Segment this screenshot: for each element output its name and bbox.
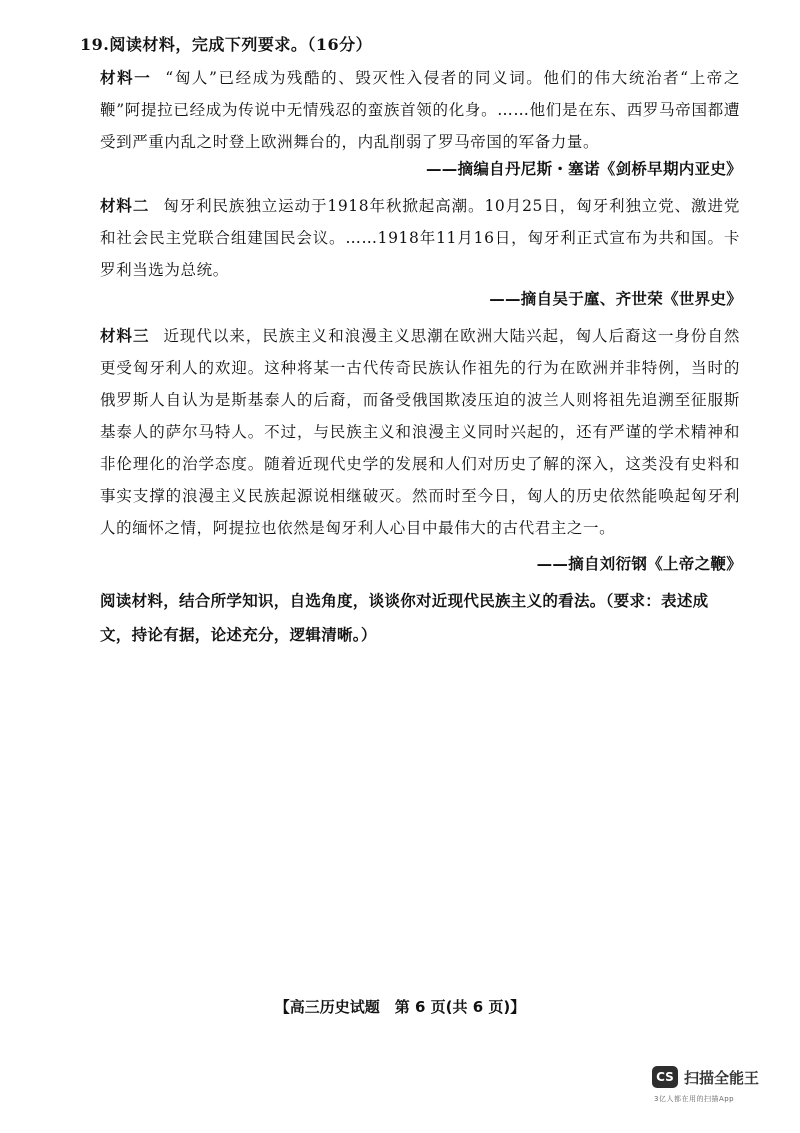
material-2-text: 匈牙利民族独立运动于1918年秋掀起高潮。10月25日，匈牙利独立党、激进党和社会民主党联合组建国民会议。……1918年11月16日，匈牙利正式宣布为共和国。卡罗利当选为总统。 xyxy=(100,197,740,279)
material-1-source: ——摘编自丹尼斯・塞诺《剑桥早期内亚史》 xyxy=(425,160,742,178)
material-3-label: 材料三 xyxy=(100,327,150,345)
material-3 xyxy=(100,320,740,544)
material-1-label: 材料一 xyxy=(100,69,152,87)
material-2 xyxy=(100,190,740,286)
camscanner-logo-icon: CS xyxy=(652,1066,678,1088)
scanner-watermark xyxy=(648,1064,788,1114)
question-title: 19.阅读材料，完成下列要求。（16分） xyxy=(80,35,373,54)
material-2-label: 材料二 xyxy=(100,197,150,215)
page-footer: 【高三历史试题 第 6 页(共 6 页)】 xyxy=(274,998,526,1016)
watermark-subtitle: 3亿人都在用的扫描App xyxy=(654,1095,735,1103)
material-3-source: ——摘自刘衍钢《上帝之鞭》 xyxy=(536,555,742,573)
watermark-name: 扫描全能王 xyxy=(684,1069,760,1087)
task-instruction: 阅读材料，结合所学知识，自选角度，谈谈你对近现代民族主义的看法。（要求：表述成文，持论有据，论述充分，逻辑清晰。） xyxy=(100,592,709,644)
material-2-source: ——摘自吴于廑、齐世荣《世界史》 xyxy=(489,290,742,308)
material-1-text: “匈人”已经成为残酷的、毁灭性入侵者的同义词。他们的伟大统治者“上帝之鞭”阿提拉已经成为传说中无情残忍的蛮族首领的化身。……他们是在东、西罗马帝国都遭受到严重内乱之时登上欧洲舞台的，内乱削弱了罗马帝国的军备力量。 xyxy=(100,69,740,151)
material-3-text: 近现代以来，民族主义和浪漫主义思潮在欧洲大陆兴起，匈人后裔这一身份自然更受匈牙利人的欢迎。这种将某一古代传奇民族认作祖先的行为在欧洲并非特例，当时的俄罗斯人自认为是斯基泰人的后裔，而备受俄国欺凌压迫的波兰人则将祖先追溯至征服斯基泰人的萨尔马特人。不过，与民族主义和浪漫主义同时兴起的，还有严谨的学术精神和非伦理化的治学态度。随着近现代史学的发展和人们对历史了解的深入，这类没有史料和事实支撑的浪漫主义民族起源说相继破灭。然而时至今日，匈人的历史依然能唤起匈牙利人的缅怀之情，阿提拉也依然是匈牙利人心目中最伟大的古代君主之一。 xyxy=(100,327,740,537)
material-1 xyxy=(100,62,740,158)
